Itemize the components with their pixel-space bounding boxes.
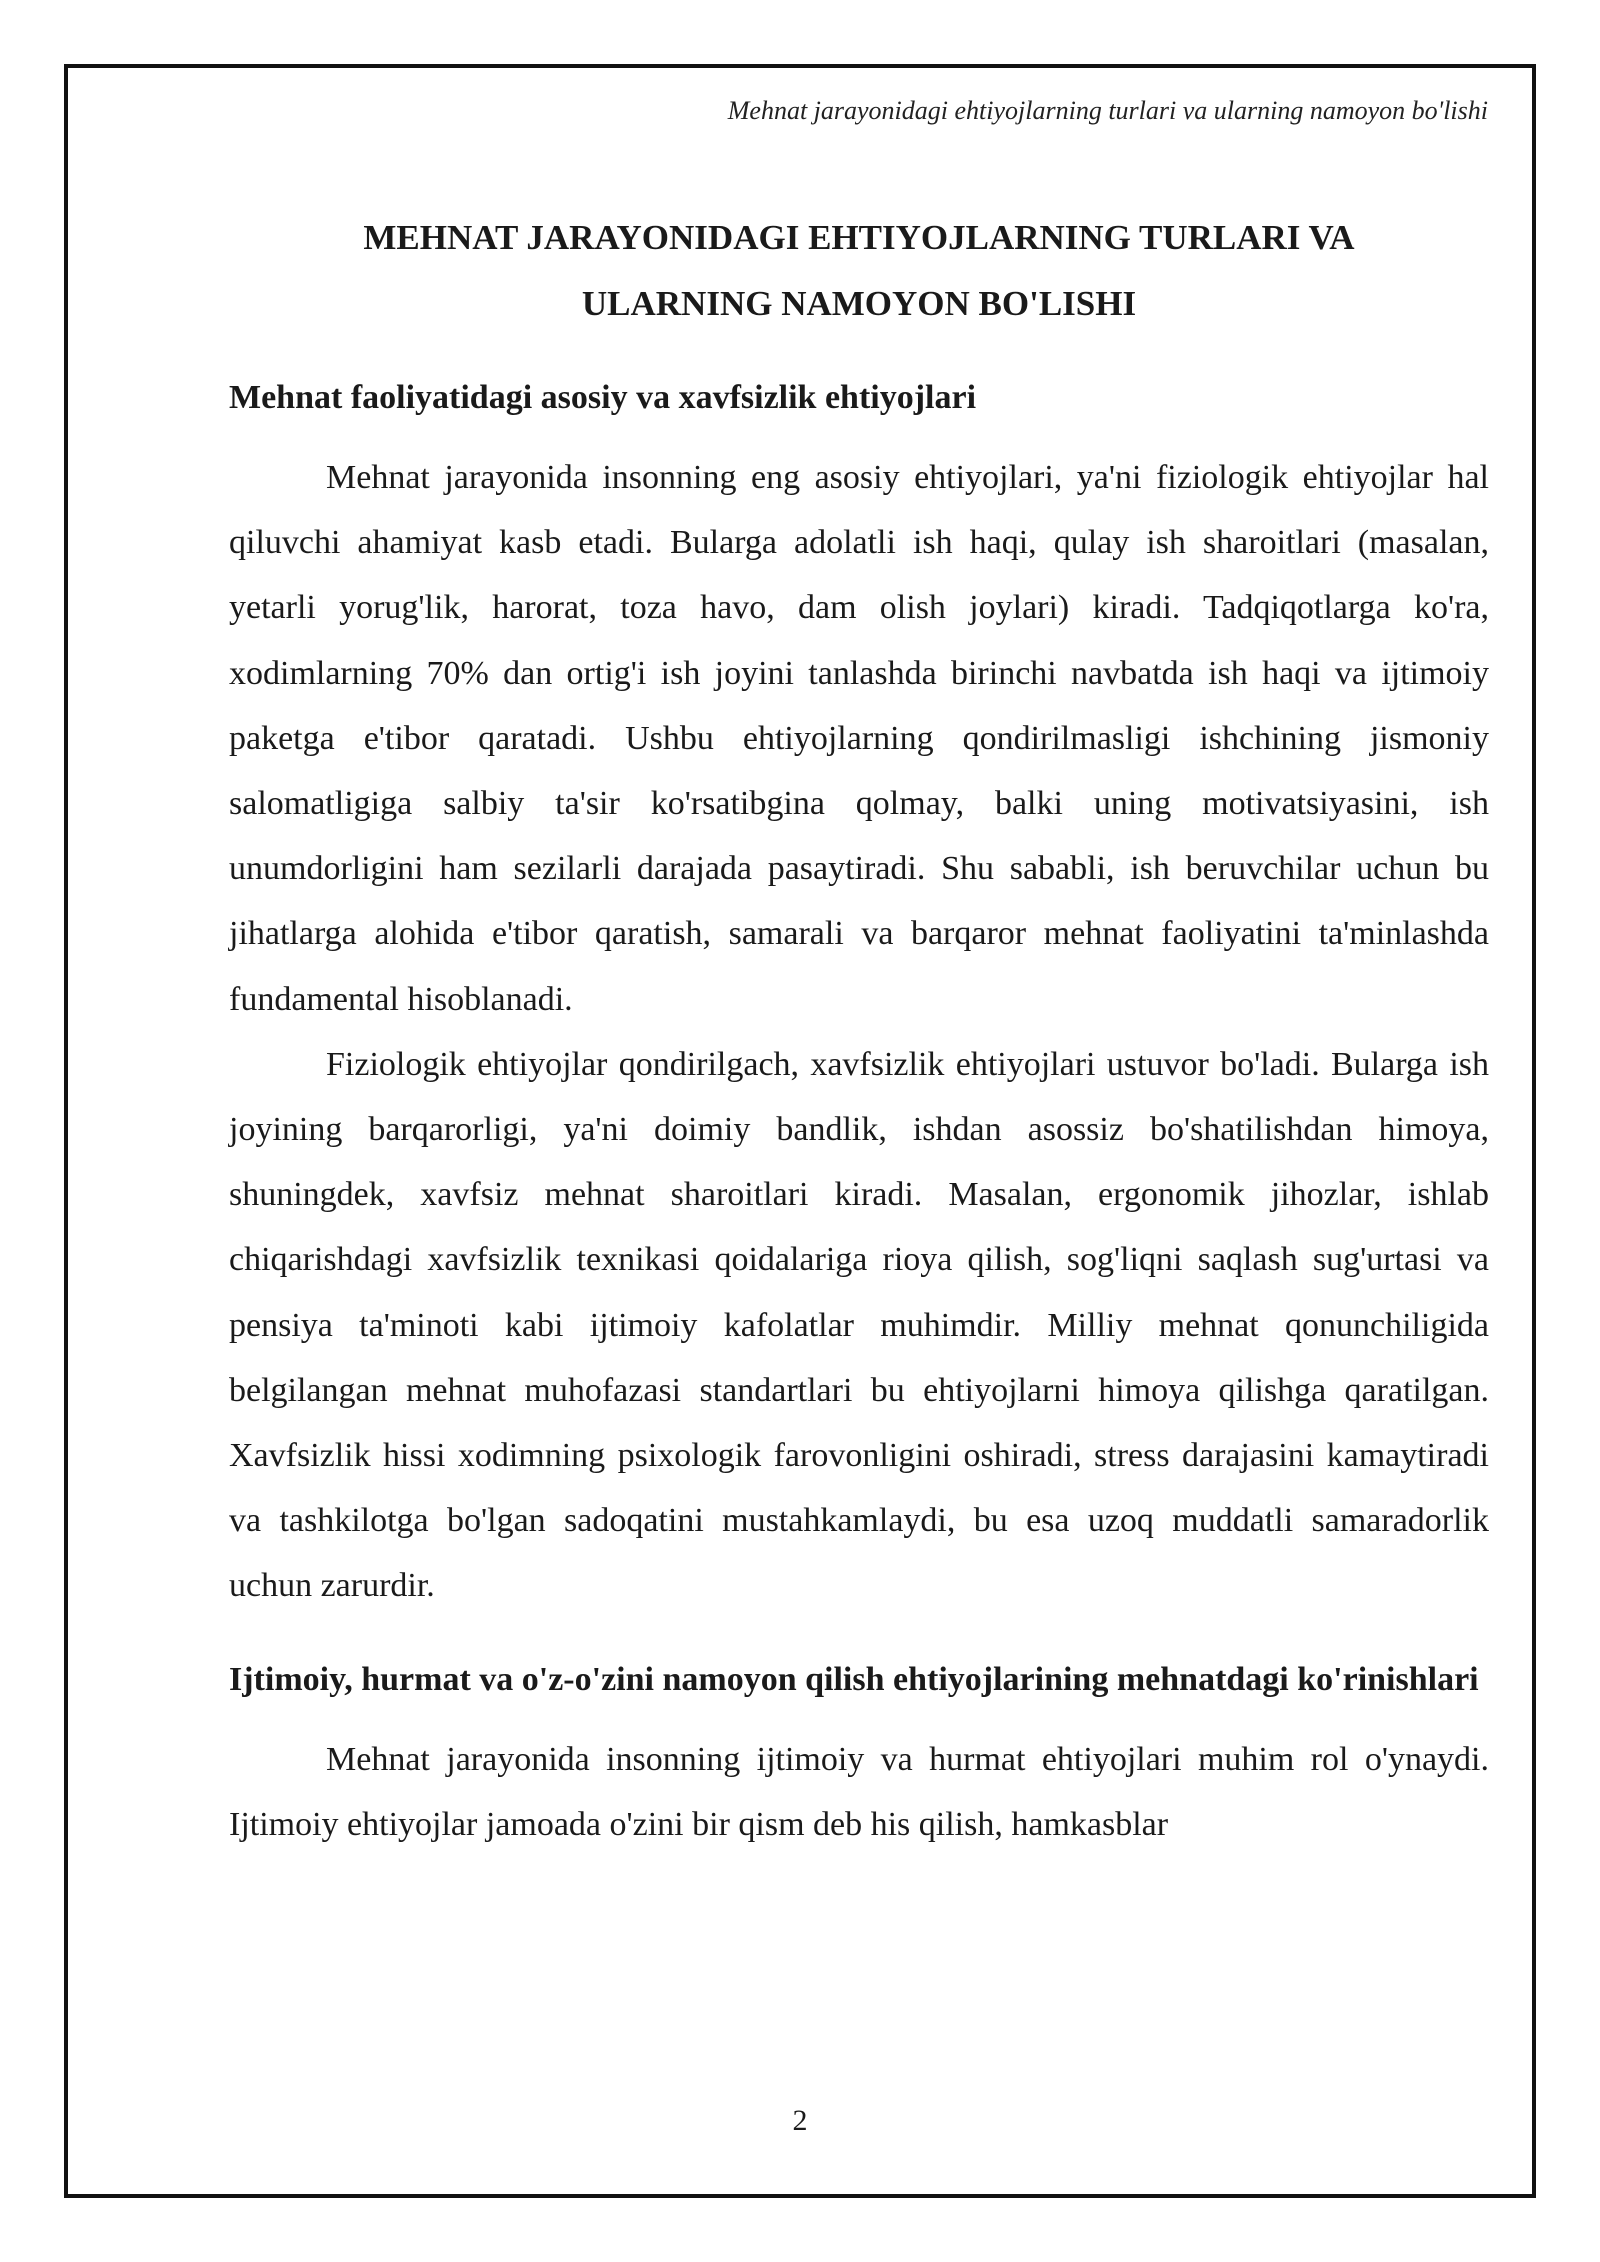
body-paragraph: Mehnat jarayonida insonning eng asosiy ehtiyojlari, ya'ni fiziologik ehtiyojlar hal qiluvchi ahamiyat kasb etadi. Bularga adolatli ish haqi, qulay ish sharoitlari (masalan, yetarli yorug'lik, harorat, toza havo, dam olish joylari) kiradi. Tadqiqotlarga ko'ra, xodimlarning 70% dan ortig'i ish joyini tanlashda birinchi navbatda ish haqi va ijtimoiy paketga e'tibor qaratadi. Ushbu ehtiyojlarning qondirilmasligi ishchining jismoniy salomatligiga salbiy ta'sir ko'rsatibgina qolmay, balki uning motivatsiyasini, ish unumdorligini ham sezilarli darajada pasaytiradi. Shu sababli, ish beruvchilar uchun bu jihatlarga alohida e'tibor qaratish, samarali va barqaror mehnat faoliyatini ta'minlashda fundamental hisoblanadi. [229, 459, 1489, 1018]
body-paragraph: Mehnat jarayonida insonning ijtimoiy va hurmat ehtiyojlari muhim rol o'ynaydi. Ijtimoiy ehtiyojlar jamoada o'zini bir qism deb his qilish, hamkasblar [229, 1740, 1489, 1843]
page-number: 2 [792, 2104, 808, 2137]
document-title-line-1: MEHNAT JARAYONIDAGI EHTIYOJLARNING TURLARI VA [363, 218, 1355, 257]
body-paragraph: Fiziologik ehtiyojlar qondirilgach, xavfsizlik ehtiyojlari ustuvor bo'ladi. Bularga ish joyining barqarorligi, ya'ni doimiy bandlik, ishdan asossiz bo'shatilishdan himoya, shuningdek, xavfsiz mehnat sharoitlari kiradi. Masalan, ergonomik jihozlar, ishlab chiqarishdagi xavfsizlik texnikasi qoidalariga rioya qilish, sog'liqni saqlash sug'urtasi va pensiya ta'minoti kabi ijtimoiy kafolatlar muhimdir. Milliy mehnat qonunchiligida belgilangan mehnat muhofazasi standartlari bu ehtiyojlarni himoya qilishga qaratilgan. Xavfsizlik hissi xodimning psixologik farovonligini oshiradi, stress darajasini kamaytiradi va tashkilotga bo'lgan sadoqatini mustahkamlaydi, bu esa uzoq muddatli samaradorlik uchun zarurdir. [229, 1045, 1489, 1605]
page-content [229, 205, 1489, 1857]
section-heading: Mehnat faoliyatidagi asosiy va xavfsizlik ehtiyojlari [229, 379, 977, 416]
document-title [229, 205, 1489, 337]
running-header: Mehnat jarayonidagi ehtiyojlarning turlari va ularning namoyon bo'lishi [727, 96, 1488, 125]
section-heading: Ijtimoiy, hurmat va o'z-o'zini namoyon qilish ehtiyojlarining mehnatdagi ko'rinishlari [229, 1660, 1479, 1698]
document-title-line-2: ULARNING NAMOYON BO'LISHI [581, 284, 1137, 323]
